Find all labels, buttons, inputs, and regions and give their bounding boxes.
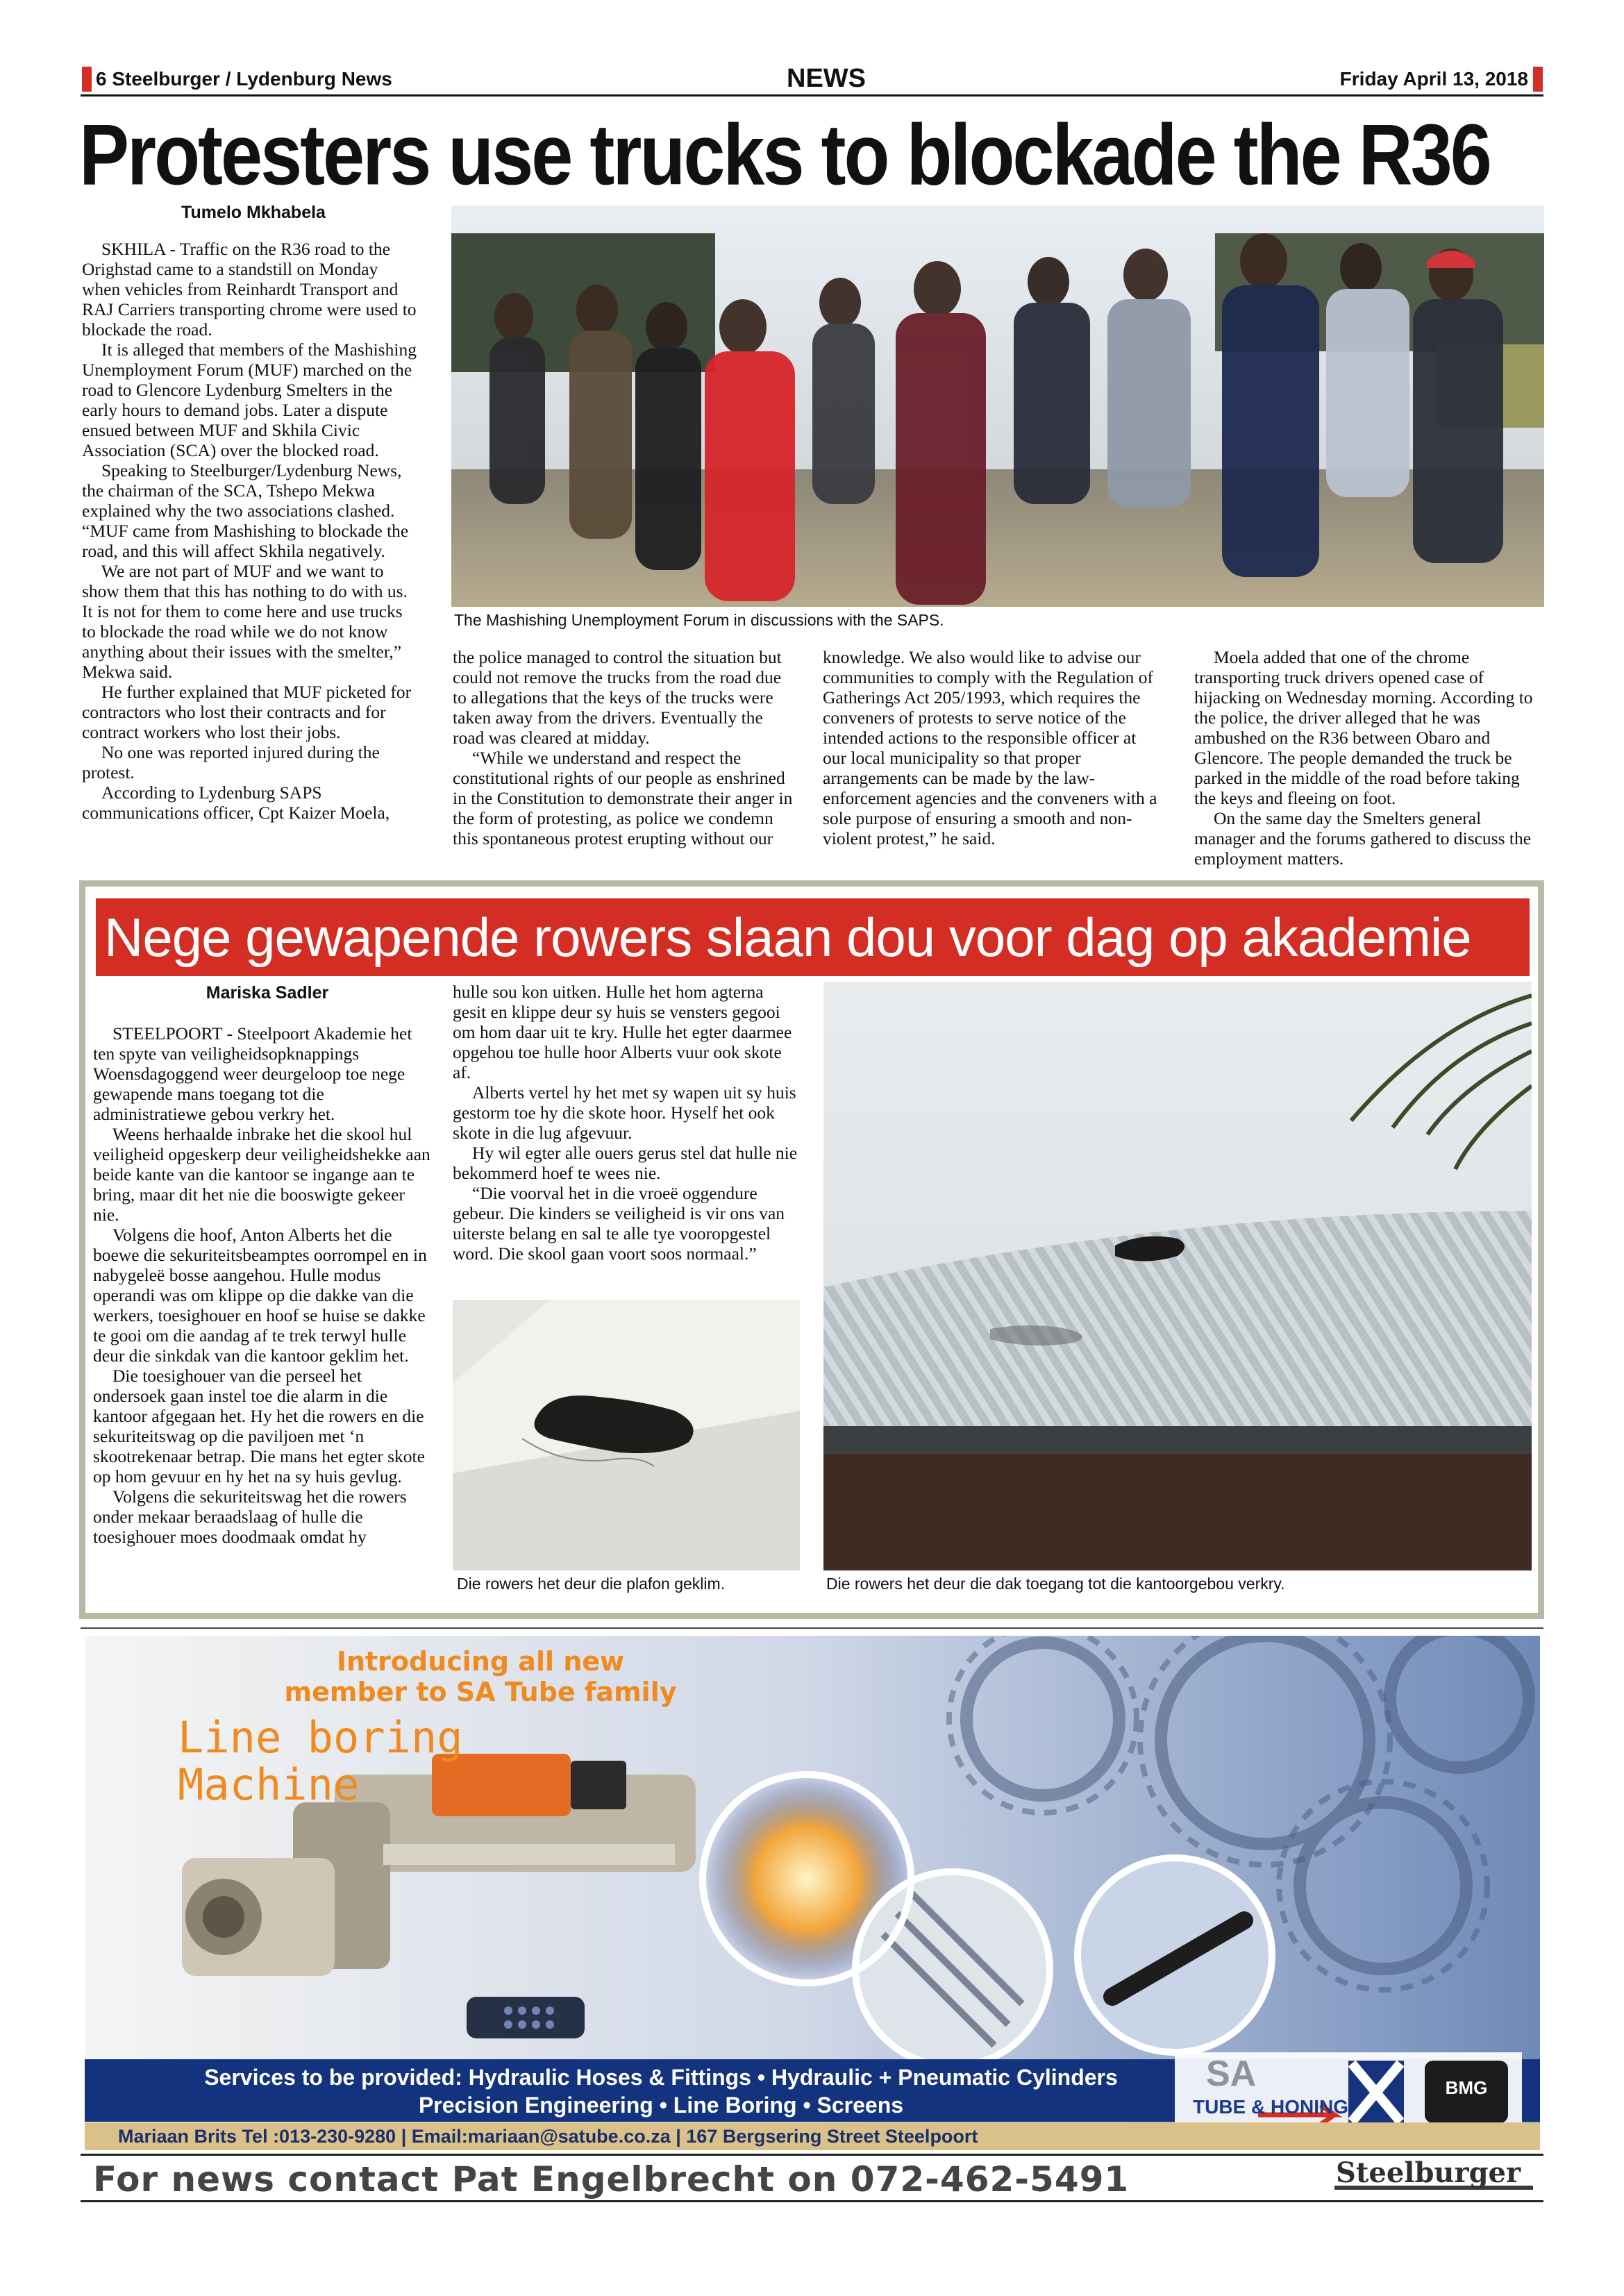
story1-column-1 xyxy=(82,239,419,823)
roof-photo xyxy=(823,982,1532,1570)
paragraph: “Die voorval het in die vroeë oggendure gebeur. Die kinders se veiligheid is vir ons van uiterste belang en sal te alle tye vooropgestel word. Die skool gaan voort soos normaal.” xyxy=(453,1183,785,1264)
paragraph: hulle sou kon uitken. Hulle het hom agterna gesit en klippe deur sy huis se vensters gegooi om hom daar uit te kry. Hulle het egter daarmee opgehou toe hulle hoor Alberts vuur ook skote af. xyxy=(453,982,792,1082)
story2-headline: Nege gewapende rowers slaan dou voor dag op akademie toe xyxy=(104,907,1471,1037)
protest-photo-caption: The Mashishing Unemployment Forum in discussions with the SAPS. xyxy=(454,611,944,629)
paragraph: We are not part of MUF and we want to show them that this has nothing to do with us. It is not for them to come here and use trucks to blockade the road while we do not know anything about their issues with the smelter,” Mekwa said. xyxy=(82,561,408,682)
steelburger-logo-text: Steelburger xyxy=(1336,2156,1521,2189)
page-section-label: 6 Steelburger / Lydenburg News xyxy=(96,68,392,90)
paragraph: STEELPOORT - Steelpoort Akademie het ten spyte van veiligheidsopknappings Woensdagoggend weer deurgeloop toe nege gewapende mans toegang tot die administratiewe gebou verkry het. xyxy=(93,1023,412,1124)
header-accent-left xyxy=(82,67,92,92)
paragraph: “While we understand and respect the constitutional rights of our people as enshrined in the Constitution to demonstrate their anger in the form of protesting, as police we condemn this spontaneous protest erupting without our xyxy=(453,748,793,848)
story1-column-3 xyxy=(823,647,1163,848)
paragraph: It is alleged that members of the Mashishing Unemployment Forum (MUF) marched on the road to Glencore Lydenburg Smelters in the early hours to demand jobs. Later a dispute ensued between MUF and Skhila Civic Association (SCA) over the blocked road. xyxy=(82,340,417,460)
paragraph: According to Lydenburg SAPS communications officer, Cpt Kaizer Moela, xyxy=(82,782,390,823)
story2-column-2 xyxy=(453,982,800,1264)
story2-column-1 xyxy=(93,1023,432,1547)
story2-byline: Mariska Sadler xyxy=(206,983,329,1003)
advert-title-line-1: Line boring xyxy=(178,1712,463,1763)
paragraph: Die toesighouer van die perseel het ondersoek gaan instel toe die alarm in die kantoor afgegaan het. Hy het die rowers en die sekuriteitswag op die paviljoen met ‘n skootrekenaar betrap. Die mans het egter skote op hom gevuur en hy het na sy huis gevlug. xyxy=(93,1366,425,1486)
paragraph: Weens herhaalde inbrake het die skool hul veiligheid opgeskerp deur veiligheidshekke aan beide kante van die kantoor se ingange aan te bring, maar dit het nie die booswigte gekeer nie. xyxy=(93,1124,430,1225)
header-accent-right xyxy=(1533,67,1543,92)
protest-photo xyxy=(451,206,1544,607)
steelburger-logo xyxy=(1333,2158,1534,2197)
paragraph: knowledge. We also would like to advise our communities to comply with the Regulation of Gatherings Act 205/1993, which requires the conveners of protests to serve notice of the intended actions to the responsible officer at our local municipality so that proper arrangements can be made by the law-enforcement agencies and the conveners with a sole purpose of ensuring a smooth and non-violent protest,” he said. xyxy=(823,647,1157,848)
paragraph: the police managed to control the situation but could not remove the trucks from the road due to allegations that the keys of the trucks were taken away from the drivers. Eventually the road was cleared at midday. xyxy=(453,647,782,748)
story1-column-2 xyxy=(453,647,793,848)
advert-title-line-2: Machine xyxy=(178,1759,360,1810)
paragraph: On the same day the Smelters general manager and the forums gathered to discuss the employment matters. xyxy=(1194,808,1532,869)
advert-contact: Mariaan Brits Tel :013-230-9280 | Email:mariaan@satube.co.za | 167 Bergsering Street Steelpoort xyxy=(118,2126,978,2147)
story1-headline: Protesters use trucks to blockade the R36 xyxy=(79,106,1490,203)
ceiling-photo-caption: Die rowers het deur die plafon geklim. xyxy=(457,1575,726,1593)
paragraph: Hy wil egter alle ouers gerus stel dat hulle nie bekommerd hoef te wees nie. xyxy=(453,1143,798,1183)
advert-intro-line-1: Introducing all new xyxy=(336,1646,625,1677)
issue-date: Friday April 13, 2018 xyxy=(1339,68,1528,90)
advert-services-line-2: Precision Engineering • Line Boring • Screens xyxy=(418,2093,904,2118)
roof-photo-caption: Die rowers het deur die dak toegang tot die kantoorgebou verkry. xyxy=(826,1575,1285,1593)
sa-tube-logo-text: TUBE & HONING xyxy=(1193,2096,1348,2118)
story1-column-4 xyxy=(1194,647,1541,869)
paragraph: SKHILA - Traffic on the R36 road to the Orighstad came to a standstill on Monday when vehicles from Reinhardt Transport and RAJ Carriers transporting chrome were used to blockade the road. xyxy=(82,239,417,340)
section-title: NEWS xyxy=(787,64,866,93)
section-divider xyxy=(81,1627,1543,1629)
sa-tube-logo-mark: SA xyxy=(1206,2054,1257,2094)
paragraph: Volgens die hoof, Anton Alberts het die boewe die sekuriteitsbeamptes oorrompel en in nabygeleë bosse aangehou. Hulle modus operandi was om klippe op die dakke van die werkers, toesighouer en hoof se huise se dakke te gooi om die aandag af te trek terwyl hulle deur die sinkdak van die kantoor geklim het. xyxy=(93,1225,427,1366)
paragraph: Alberts vertel hy het met sy wapen uit sy huis gestorm toe hy die skote hoor. Hyself het ook skote in die lug afgevuur. xyxy=(453,1082,796,1143)
story1-byline: Tumelo Mkhabela xyxy=(181,203,326,222)
advert-services-line-1: Services to be provided: Hydraulic Hoses & Fittings • Hydraulic + Pneumatic Cylinders xyxy=(204,2065,1118,2090)
paragraph: No one was reported injured during the protest. xyxy=(82,742,380,782)
advert-intro-line-2: member to SA Tube family xyxy=(284,1677,677,1707)
header-rule xyxy=(81,94,1543,97)
paragraph: Volgens die sekuriteitswag het die rowers onder mekaar beraadslaag of hulle die toesighouer moes doodmaak omdat hy xyxy=(93,1486,407,1547)
paragraph: Moela added that one of the chrome transporting truck drivers opened case of hijacking on Wednesday morning. According to the police, the driver alleged that he was ambushed on the R36 between Obaro and Glencore. The people demanded the truck be parked in the middle of the road before taking the keys and fleeing on foot. xyxy=(1194,647,1533,808)
sa-tube-advert xyxy=(85,1636,1540,2150)
bmg-logo: BMG xyxy=(1445,2077,1488,2098)
ceiling-photo xyxy=(453,1300,800,1570)
news-contact: For news contact Pat Engelbrecht on 072-462-5491 xyxy=(93,2159,1130,2199)
paragraph: He further explained that MUF picketed for contractors who lost their contracts and for contract workers who lost their jobs. xyxy=(82,682,412,742)
paragraph: Speaking to Steelburger/Lydenburg News, the chairman of the SCA, Tshepo Mekwa explained why the two associations clashed. “MUF came from Mashishing to blockade the road, and this will affect Skhila negatively. xyxy=(82,460,409,561)
